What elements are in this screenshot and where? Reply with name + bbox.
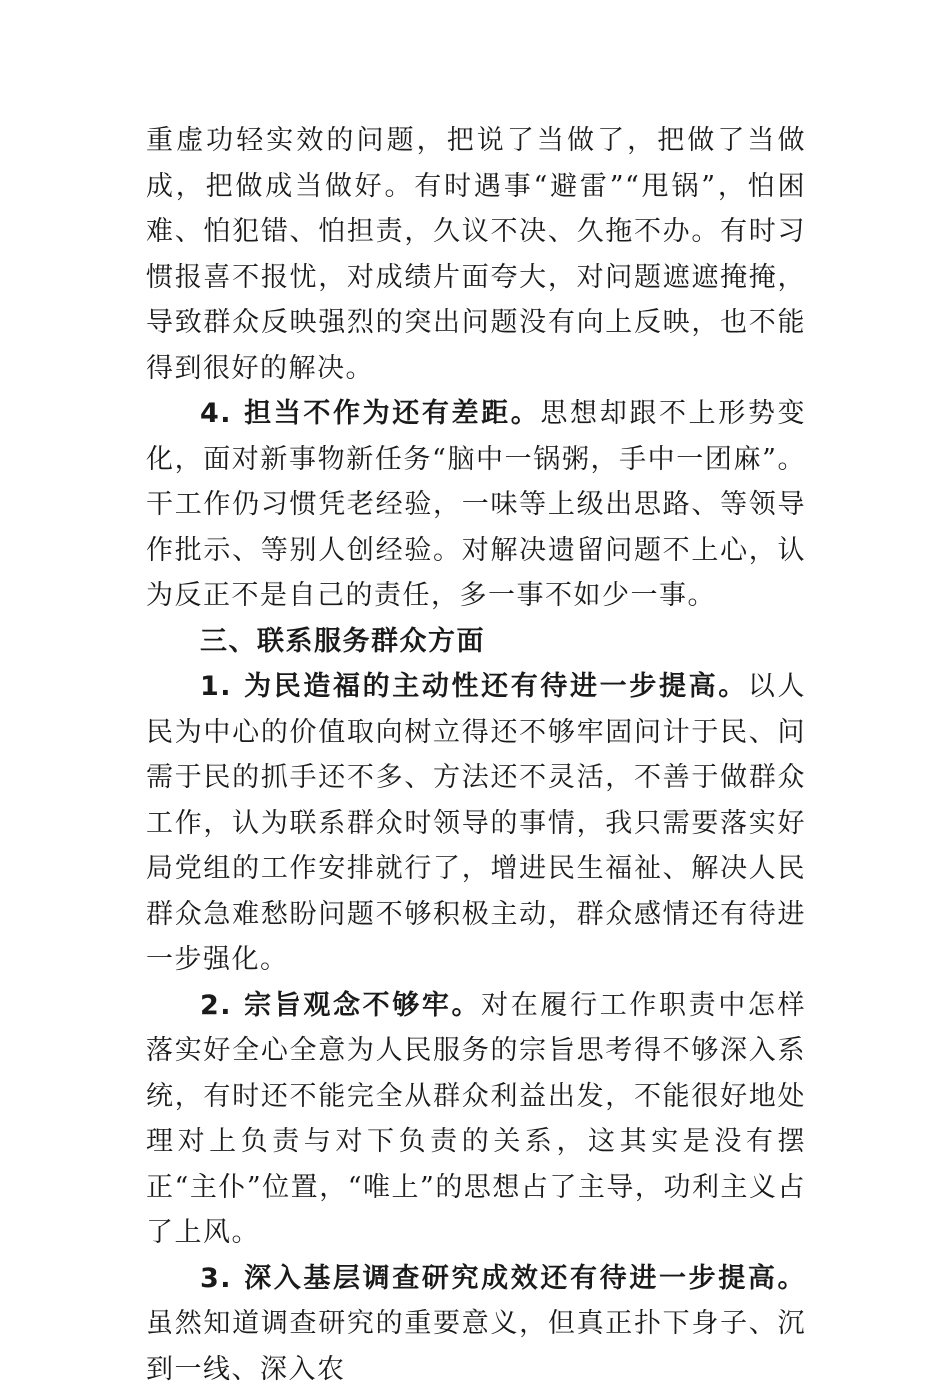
paragraph-lead: 4. 担当不作为还有差距。	[200, 398, 540, 429]
paragraph-lead: 1. 为民造福的主动性还有待进一步提高。	[200, 671, 748, 702]
paragraph-text: 对在履行工作职责中怎样落实好全心全意为人民服务的宗旨思考得不够深入系统，有时还不能完全从群众利益出发，不能很好地处理对上负责与对下负责的关系，这其实是没有摆正“主仆”位置，“唯上”的思想占了主导，功利主义占了上风。	[146, 990, 806, 1249]
paragraph-text: 重虚功轻实效的问题，把说了当做了，把做了当做成，把做成当做好。有时遇事“避雷”“甩锅”，怕困难、怕犯错、怕担责，久议不决、久拖不办。有时习惯报喜不报忧，对成绩片面夸大，对问题遮遮掩掩，导致群众反映强烈的突出问题没有向上反映，也不能得到很好的解决。	[146, 125, 806, 384]
document-body	[146, 118, 806, 1392]
paragraph-item-3	[146, 1256, 806, 1392]
paragraph-text: 虽然知道调查研究的重要意义，但真正扑下身子、沉到一线、深入农	[146, 1308, 806, 1385]
paragraph-continued	[146, 118, 806, 391]
paragraph-lead: 2. 宗旨观念不够牢。	[200, 990, 481, 1021]
paragraph-item-1	[146, 664, 806, 983]
paragraph-lead: 3. 深入基层调查研究成效还有待进一步提高。	[200, 1263, 806, 1294]
section-heading: 三、联系服务群众方面	[146, 619, 806, 665]
paragraph-item-4	[146, 391, 806, 619]
paragraph-text: 以人民为中心的价值取向树立得还不够牢固问计于民、问需于民的抓手还不多、方法还不灵活，不善于做群众工作，认为联系群众时领导的事情，我只需要落实好局党组的工作安排就行了，增进民生福祉、解决人民群众急难愁盼问题不够积极主动，群众感情还有待进一步强化。	[146, 671, 806, 975]
paragraph-text: 思想却跟不上形势变化，面对新事物新任务“脑中一锅粥，手中一团麻”。干工作仍习惯凭老经验，一味等上级出思路、等领导作批示、等别人创经验。对解决遗留问题不上心，认为反正不是自己的责任，多一事不如少一事。	[146, 398, 806, 611]
paragraph-item-2	[146, 983, 806, 1256]
